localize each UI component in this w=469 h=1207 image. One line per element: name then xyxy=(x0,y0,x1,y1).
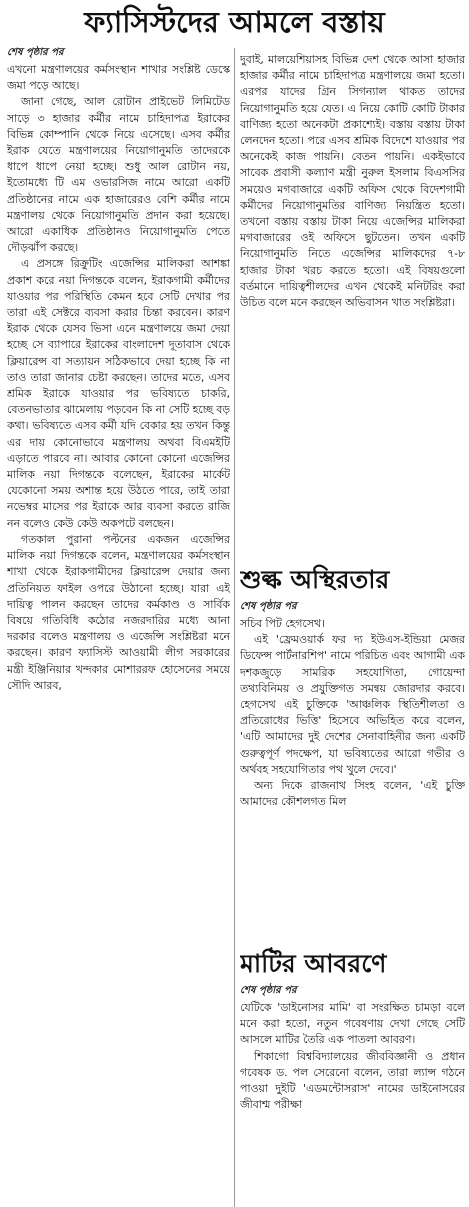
article1-paragraph: এ প্রসঙ্গে রিক্রুটিং এজেন্সির মালিকরা আশঙ্কা প্রকাশ করে নয়া দিগন্তকে বলেন, ইরাকগামী কর্মীদের যাওয়ার পর পরিস্থিতি কেমন হবে সেটি দেখার পর তারা এই সেক্টরে ব্যবসা করার চিন্তা করবেন। কারণ ইরাক থেকে যেসব ভিসা এনে মন্ত্রণালয়ে জমা দেয়া হচ্ছে সে ব্যাপারে ইরাকের বাংলাদেশ দূতাবাস থেকে ক্লিয়ারেন্স বা সত্যায়ন সঠিকভাবে দেয়া হচ্ছে কি না তাও তারা জানার চেষ্টা করছেন। তাদের মতে, এসব শ্রমিক ইরাকে যাওয়ার পর ভবিষ্যতে চাকরি, বেতনভাতার ঝামেলায় পড়বেন কি না সেটি হচ্ছে বড় কথা। ভবিষ্যতে এসব কর্মী যদি বেকার হয় তখন কিন্তু এর দায় কোনোভাবে মন্ত্রণালয় অথবা বিএমইটি এড়াতে পারবে না। আবার কোনো কোনো এজেন্সির মালিক নয়া দিগন্তকে বলেছেন, ইরাকের মার্কেট যেকোনো সময় অশান্ত হয়ে উঠতে পারে, তাই তারা নভেম্বর মাসের পর ইরাকে আর ব্যবসা করতে রাজি নন বলেও কেউ কেউ অকপটে বলছেন। xyxy=(7,257,230,530)
article2-paragraph: সচিব পিট হেগসেথ। xyxy=(240,617,325,630)
article1-paragraph: দুবাই, মালয়েশিয়াসহ বিভিন্ন দেশ থেকে আসা হাজার হাজার কর্মীর নামে চাহিদাপত্র মন্ত্রণালয়ে জমা হতো। এরপর যাদের গ্রিন সিগন্যাল থাকত তাদের নিয়োগানুমতি হয়ে যেত। এ নিয়ে কোটি কোটি টাকার বাণিজ্য হতো অনেকটা প্রকাশ্যেই। বস্তায় বস্তায় টাকা লেনদেন হতো। পরে এসব শ্রমিক বিদেশে যাওয়ার পর অনেকেই কাজ পায়নি। বেতন পায়নি। একইভাবে সাবেক প্রবাসী কল্যাণ মন্ত্রী নুরুল ইসলাম বিএসসির সময়েও মগবাজারে একটি অফিস থেকে বিদেশগামী কর্মীদের নিয়োগানুমতির বাণিজ্য নিয়ন্ত্রিত হতো। তখনো বস্তায় বস্তায় টাকা নিয়ে এজেন্সির মালিকরা মগবাজারের ওই অফিসে ছুটতেন। তখন একটি নিয়োগানুমতি নিতে এজেন্সির মালিকদের ৭-৮ হাজার টাকা খরচ করতে হতো। এই বিষয়গুলো বর্তমানে দায়িত্বশীলদের এখন থেকেই মনিটরিং করা উচিত বলে মনে করছেন অভিবাসন খাত সংশ্লিষ্টরা। xyxy=(240,53,465,310)
article1-left-column xyxy=(7,46,230,1207)
article2-headline: শুল্ক অস্থিরতার xyxy=(240,565,390,594)
article1-right-column xyxy=(240,52,465,552)
article3-kicker: শেষ পৃষ্ঠার পর xyxy=(240,985,297,996)
article1-paragraph: এখনো মন্ত্রণালয়ের কর্মসংস্থান শাখার সংশ্লিষ্ট ডেস্কে জমা পড়ে আছে। xyxy=(7,63,230,93)
article3-paragraph: যেটিকে 'ডাইনোসর মামি' বা সংরক্ষিত চামড়া বলে মনে করা হতো, নতুন গবেষণায় দেখা গেছে সেটি আসলে মাটির তৈরি এক পাতলা আবরণ। xyxy=(240,1001,465,1047)
article2-kicker: শেষ পৃষ্ঠার পর xyxy=(240,601,297,612)
article3-headline: মাটির আবরণে xyxy=(240,949,387,978)
article3-paragraph: শিকাগো বিশ্ববিদ্যালয়ের জীববিজ্ঞানী ও প্রধান গবেষক ড. পল সেরেনো বলেন, তারা ল্যান্স গঠনে পাওয়া দুইটি 'এডমন্টোসরাস' নামের ডাইনোসরের জীবাশ্ম পরীক্ষা xyxy=(240,1049,465,1112)
article2-section xyxy=(240,562,465,940)
article2-paragraph: অন্য দিকে রাজনাথ সিংহ বলেন, 'এই চুক্তি আমাদের কৌশলগত মিল xyxy=(240,779,465,809)
article1-kicker: শেষ পৃষ্ঠার পর xyxy=(7,47,64,58)
article2-paragraph: এই 'ফ্রেমওয়ার্ক ফর দ্য ইউএস-ইন্ডিয়া মেজর ডিফেন্স পার্টনারশিপ' নামে পরিচিত এবং আগামী এক দশকজুড়ে সামরিক সহযোগিতা, গোয়েন্দা তথ্যবিনিময় ও প্রযুক্তিগত সমন্বয় জোরদার করবে। হেগসেথ এই চুক্তিকে 'আঞ্চলিক স্থিতিশীলতা ও প্রতিরোধের ভিত্তি' হিসেবে অভিহিত করে বলেন, 'এটি আমাদের দুই দেশের সেনাবাহিনীর জন্য একটি গুরুত্বপূর্ণ পদক্ষেপ, যা ভবিষ্যতের আরো গভীর ও অর্থবহ সহযোগিতার পথ খুলে দেবে।' xyxy=(240,633,465,776)
column-divider xyxy=(234,48,235,1207)
article1-paragraph: জানা গেছে, আল রোটান প্রাইভেট লিমিটেড সাড়ে ৩ হাজার কর্মীর নামে চাহিদাপত্র ইরাকের বিভিন্ন কোম্পানি থেকে নিয়ে এসেছে। এসব কর্মীর ইরাক যেতে মন্ত্রণালয়ের নিয়োগানুমতি তাদেরকে ধাপে ধাপে নেয়া হচ্ছে। শুধু আল রোটান নয়, ইতোমধ্যে টি এম ওভারসিজ নামে আরো একটি প্রতিষ্ঠানের নামে এক হাজারেরও বেশি কর্মীর নামে মন্ত্রণালয় থেকে নিয়োগানুমতি প্রদান করা হয়েছে। আরো একাধিক প্রতিষ্ঠানও নিয়োগানুমতি পেতে দৌড়ঝাঁপ করছে। xyxy=(7,95,230,255)
article1-headline: ফ্যাসিস্টদের আমলে বস্তায় xyxy=(84,5,385,39)
article1-paragraph: গতকাল পুরানা পল্টনের একজন এজেন্সির মালিক নয়া দিগন্তকে বলেন, মন্ত্রণালয়ের কর্মসংস্থান শাখা থেকে ইরাকগামীদের ক্লিয়ারেন্স দেয়ার জন্য প্রতিনিয়ত ফাইল ওপরে উঠানো হচ্ছে। যারা এই দায়িত্ব পালন করছেন তাদের কর্মকাণ্ড ও সার্বিক বিষয়ে গতিবিধি কঠোর নজরদারির মধ্যে আনা দরকার বলেও মন্ত্রণালয় ও এজেন্সি সংশ্লিষ্টরা মনে করছেন। কারণ ফ্যাসিস্ট আওয়ামী লীগ সরকারের মন্ত্রী ইঞ্জিনিয়ার খন্দকার মোশাররফ হোসেনের সময়ে সৌদি আরব, xyxy=(7,532,230,692)
article3-section xyxy=(240,946,465,1207)
